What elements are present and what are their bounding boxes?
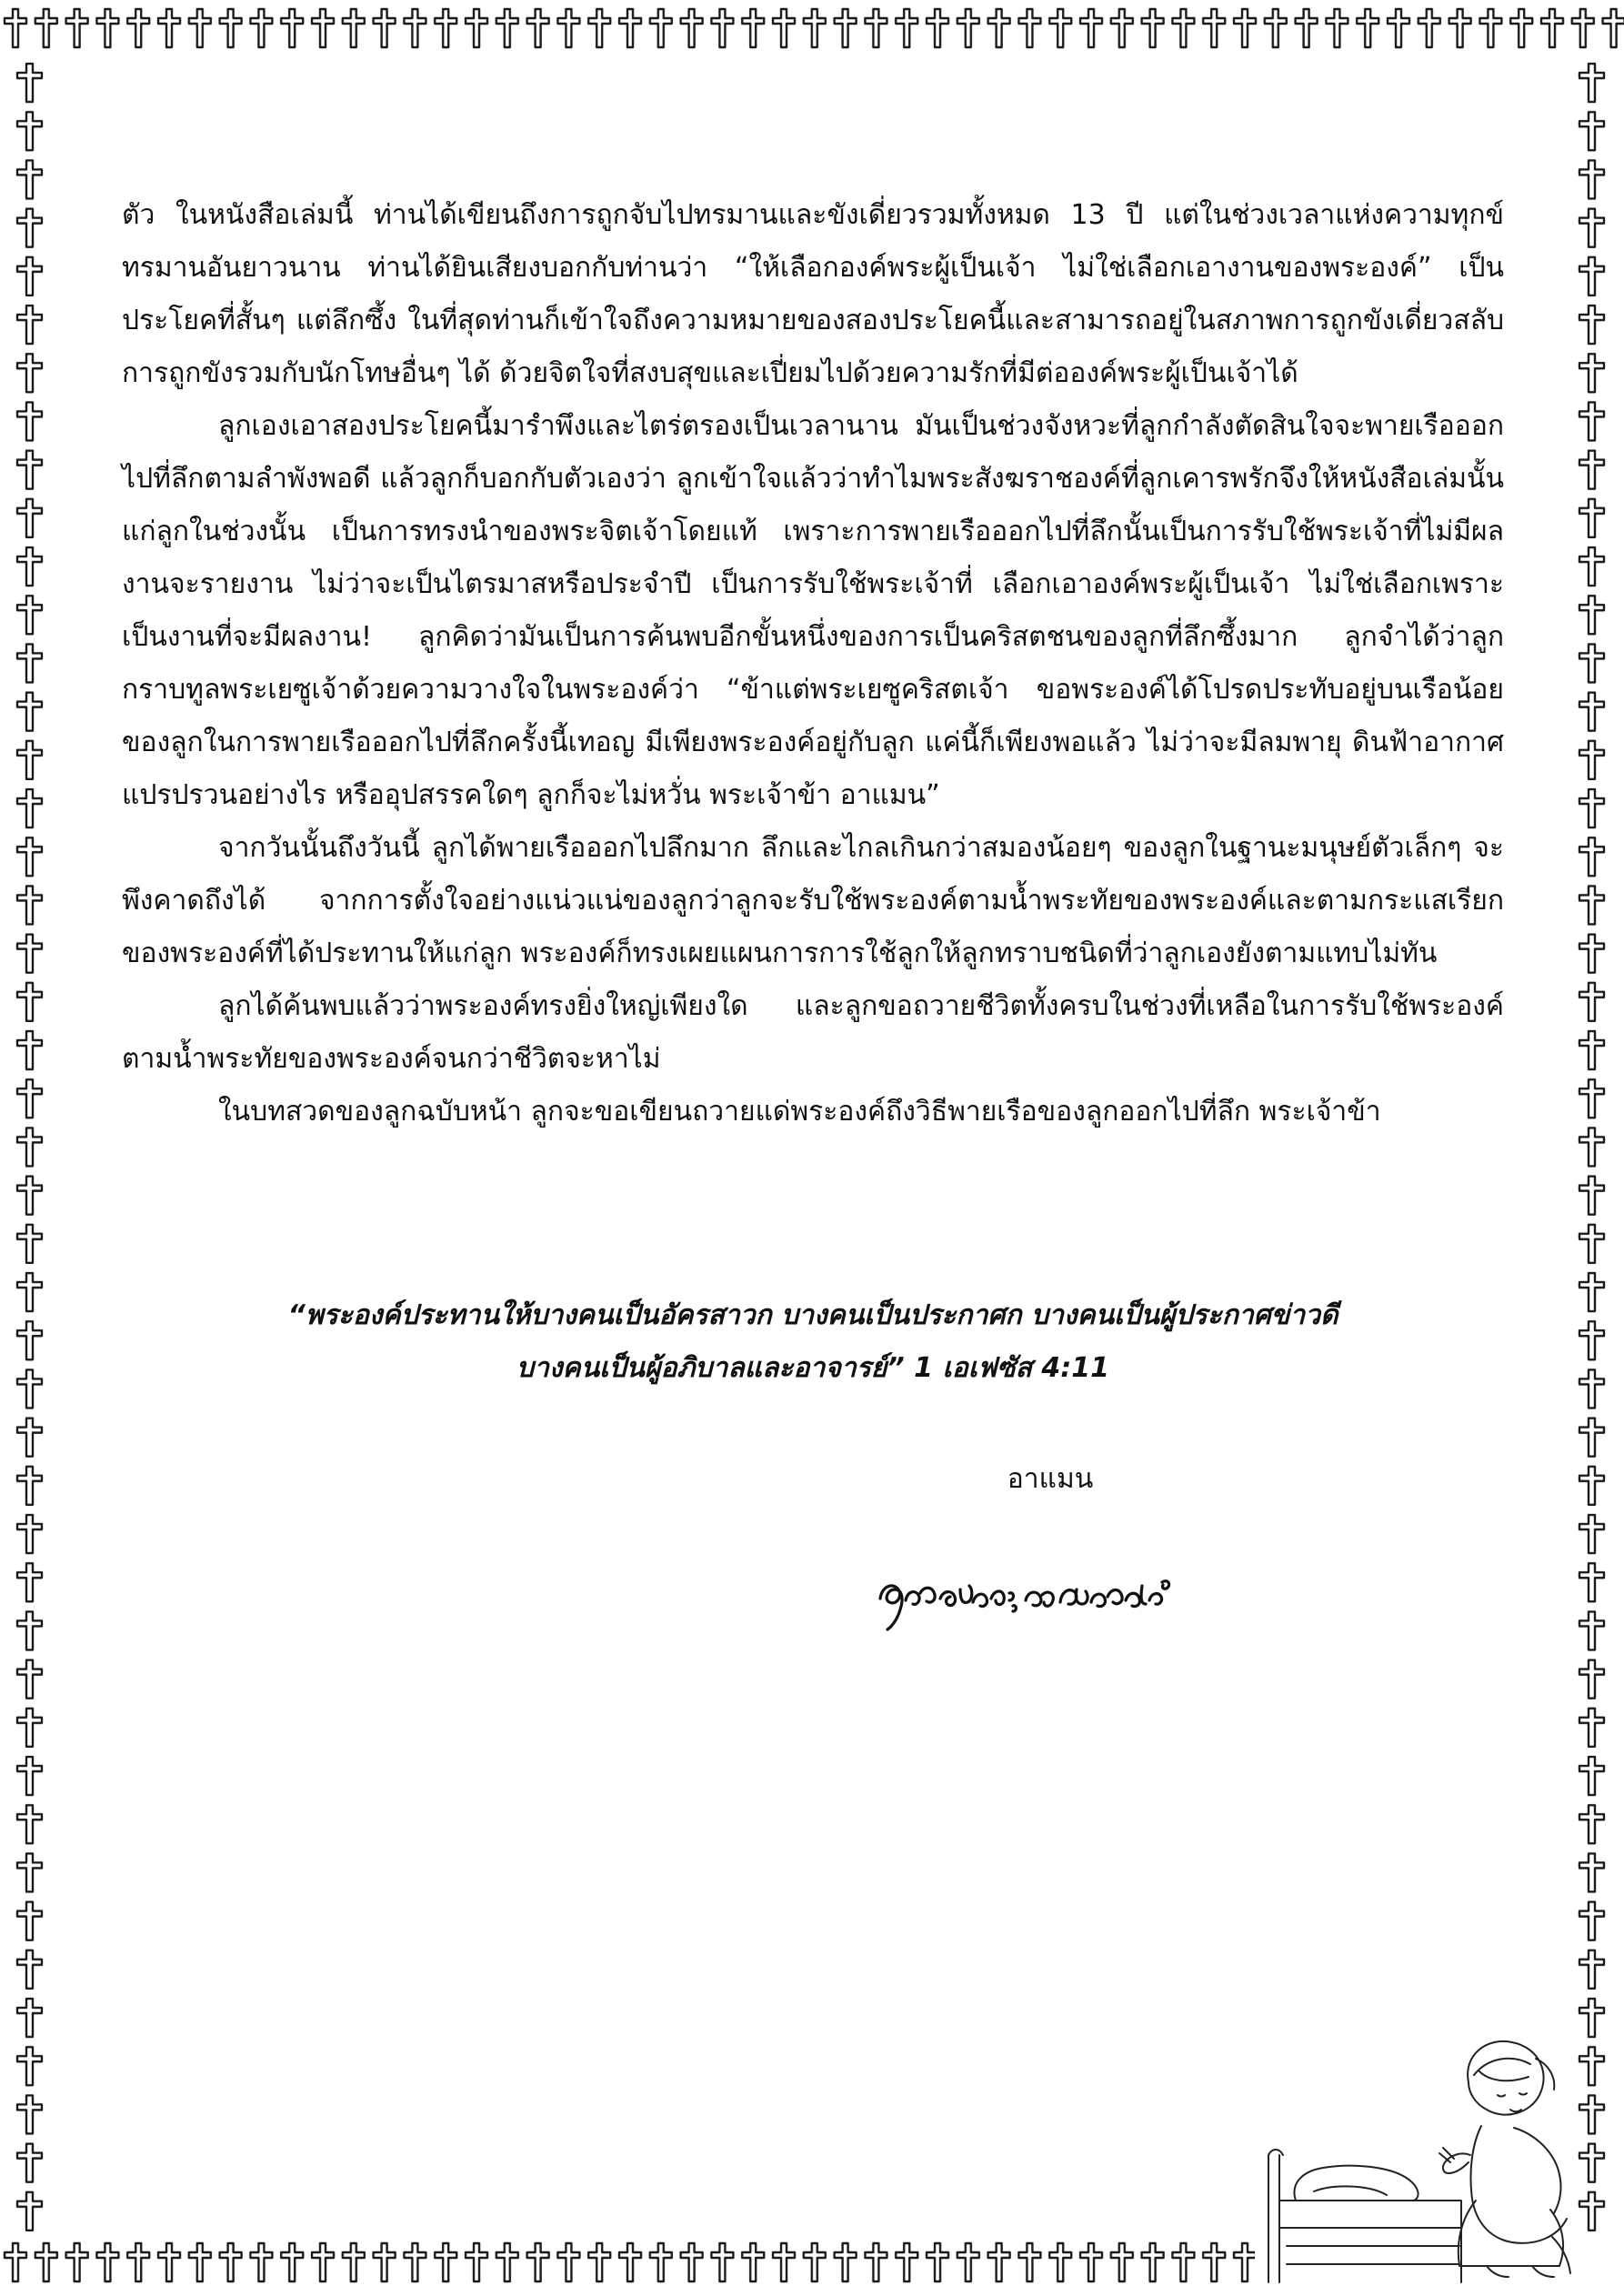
- letter-body: [122, 189, 1504, 1138]
- top-cross-border: [0, 4, 1624, 58]
- closing-amen: อาแมน: [1007, 1463, 1094, 1495]
- scripture-quote: [122, 1289, 1504, 1395]
- right-cross-border: [1566, 58, 1620, 2238]
- cross-icon: [0, 2238, 1255, 2292]
- cross-icon: [4, 58, 58, 2238]
- child-praying-by-bed-icon: [1259, 2019, 1587, 2291]
- body-paragraph: ในบทสวดของลูกฉบับหน้า ลูกจะขอเขียนถวายแด่พระองค์ถึงวิธีพายเรือของลูกออกไปที่ลึก พระเจ้าข้า: [218, 1096, 1381, 1128]
- child-praying-illustration: [1259, 2019, 1587, 2291]
- signature-icon: [873, 1546, 1273, 1646]
- bottom-cross-border: [0, 2238, 1255, 2292]
- body-paragraph: ลูกได้ค้นพบแล้วว่าพระองค์ทรงยิ่งใหญ่เพียงใด และลูกขอถวายชีวิตทั้งครบในช่วงที่เหลือในการรับใช้พระองค์ตามน้ำพระทัยของพระองค์จนกว่าชีวิตจะหาไม่: [122, 990, 1504, 1075]
- body-paragraph: ตัว ในหนังสือเล่มนี้ ท่านได้เขียนถึงการถูกจับไปทรมานและขังเดี่ยวรวมทั้งหมด 13 ปี แต่ในช่วงเวลาแห่งความทุกข์ทรมานอันยาวนาน ท่านได้ยินเสียงบอกกับท่านว่า “ให้เลือกองค์พระผู้เป็นเจ้า ไม่ใช่เลือกเอางานของพระองค์” เป็นประโยคที่สั้นๆ แต่ลึกซึ้ง ในที่สุดท่านก็เข้าใจถึงความหมายของสองประโยคนี้และสามารถอยู่ในสภาพการถูกขังเดี่ยวสลับการถูกขังรวมกับนักโทษอื่นๆ ได้ ด้วยจิตใจที่สงบสุขและเปี่ยมไปด้วยความรักที่มีต่อองค์พระผู้เป็นเจ้าได้: [122, 199, 1504, 389]
- body-paragraph: ลูกเองเอาสองประโยคนี้มารำพึงและไตร่ตรองเป็นเวลานาน มันเป็นช่วงจังหวะที่ลูกกำลังตัดสินใจจะพายเรือออกไปที่ลึกตามลำพังพอดี แล้วลูกก็บอกกับตัวเองว่า ลูกเข้าใจแล้วว่าทำไมพระสังฆราชองค์ที่ลูกเคารพรักจึงให้หนังสือเล่มนั้นแก่ลูกในช่วงนั้น เป็นการทรงนำของพระจิตเจ้าโดยแท้ เพราะการพายเรือออกไปที่ลึกนั้นเป็นการรับใช้พระเจ้าที่ไม่มีผลงานจะรายงาน ไม่ว่าจะเป็นไตรมาสหรือประจำปี เป็นการรับใช้พระเจ้าที่ เลือกเอาองค์พระผู้เป็นเจ้า ไม่ใช่เลือกเพราะเป็นงานที่จะมีผลงาน! ลูกคิดว่ามันเป็นการค้นพบอีกขั้นหนึ่งของการเป็นคริสตชนของลูกที่ลึกซึ้งมาก ลูกจำได้ว่าลูกกราบทูลพระเยซูเจ้าด้วยความวางใจในพระองค์ว่า “ข้าแต่พระเยซูคริสตเจ้า ขอพระองค์ได้โปรดประทับอยู่บนเรือน้อยของลูกในการพายเรือออกไปที่ลึกครั้งนี้เทอญ มีเพียงพระองค์อยู่กับลูก แค่นี้ก็เพียงพอแล้ว ไม่ว่าจะมีลมพายุ ดินฟ้าอากาศแปรปรวนอย่างไร หรืออุปสรรคใดๆ ลูกก็จะไม่หวั่น พระเจ้าข้า อาแมน”: [122, 410, 1504, 811]
- body-paragraph: จากวันนั้นถึงวันนี้ ลูกได้พายเรือออกไปลึกมาก ลึกและไกลเกินกว่าสมองน้อยๆ ของลูกในฐานะมนุษย์ตัวเล็กๆ จะพึงคาดถึงได้ จากการตั้งใจอย่างแน่วแน่ของลูกว่าลูกจะรับใช้พระองค์ตามน้ำพระทัยของพระองค์และตามกระแสเรียกของพระองค์ที่ได้ประทานให้แก่ลูก พระองค์ก็ทรงเผยแผนการการใช้ลูกให้ลูกทราบชนิดที่ว่าลูกเองยังตามแทบไม่ทัน: [122, 832, 1504, 969]
- cross-icon: [1566, 58, 1620, 2238]
- left-cross-border: [4, 58, 58, 2238]
- cross-icon: [0, 4, 1624, 58]
- handwritten-signature: [873, 1546, 1273, 1646]
- quote-line: “พระองค์ประทานให้บางคนเป็นอัครสาวก บางคนเป็นประกาศก บางคนเป็นผู้ประกาศข่าวดี: [287, 1299, 1338, 1331]
- quote-line: บางคนเป็นผู้อภิบาลและอาจารย์” 1 เอเฟซัส 4:11: [516, 1352, 1109, 1384]
